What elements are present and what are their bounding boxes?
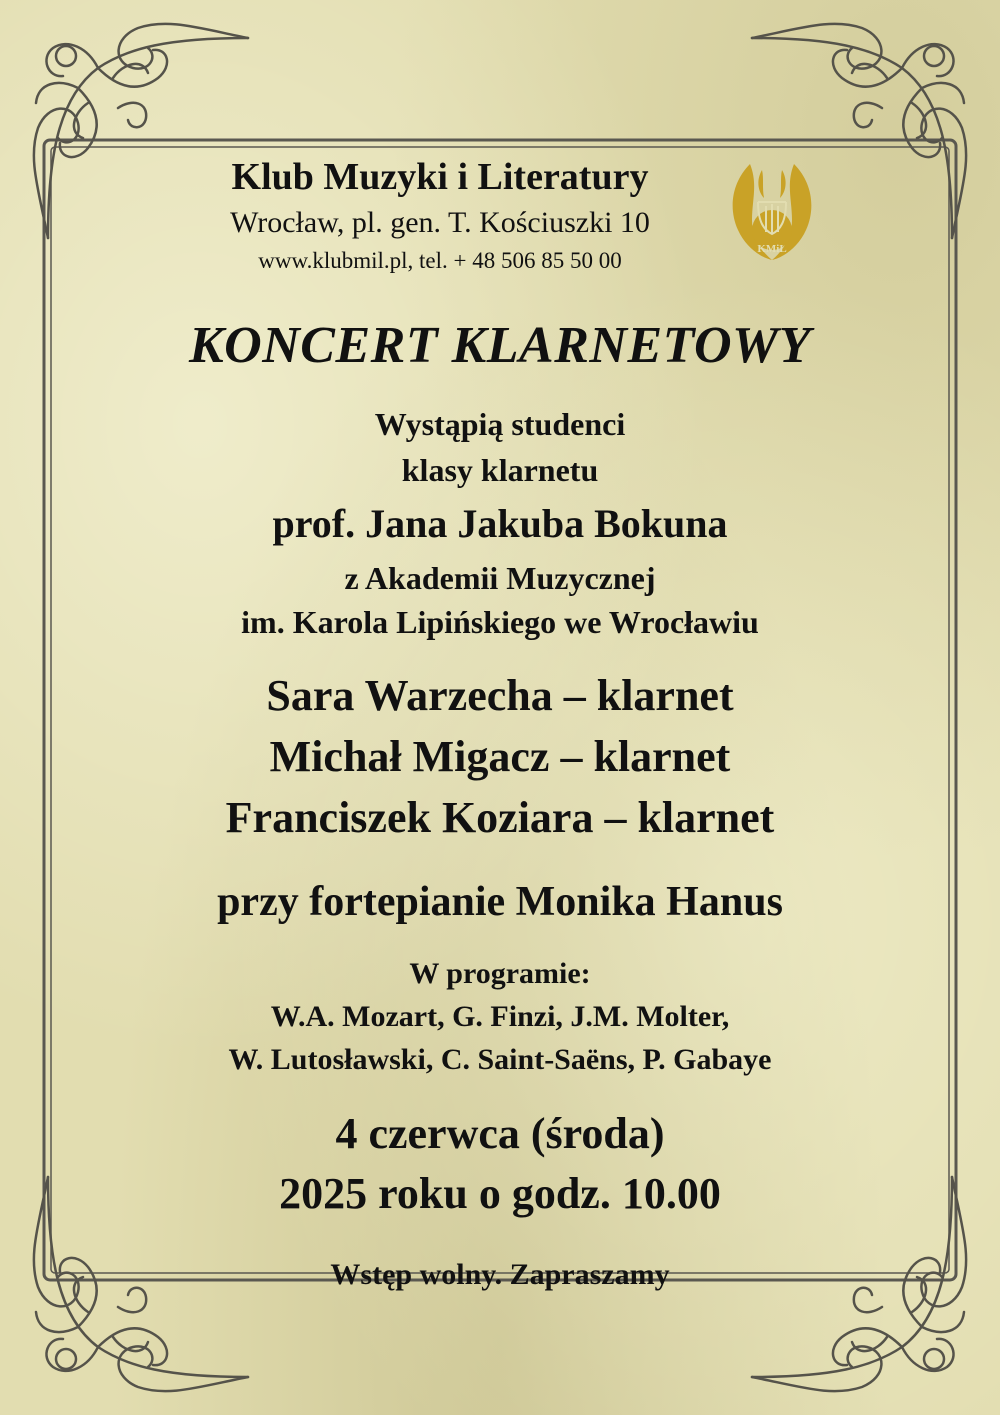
program-heading: W programie: xyxy=(409,957,591,990)
intro-line-1: Wystąpią studenci xyxy=(374,406,626,442)
event-title: KONCERT KLARNETOWY xyxy=(188,317,812,374)
performer-1: Sara Warzecha – klarnet xyxy=(266,671,734,720)
intro-line-2: klasy klarnetu xyxy=(401,452,599,488)
club-address: Wrocław, pl. gen. T. Kościuszki 10 xyxy=(230,206,650,239)
performer-2: Michał Migacz – klarnet xyxy=(269,732,731,781)
program-line-2: W. Lutosławski, C. Saint-Saëns, P. Gabaye xyxy=(228,1043,772,1076)
program-line-1: W.A. Mozart, G. Finzi, J.M. Molter, xyxy=(270,1000,730,1033)
academy-line-1: z Akademii Muzycznej xyxy=(344,560,656,596)
event-date: 4 czerwca (środa) xyxy=(335,1109,665,1158)
performer-3: Franciszek Koziara – klarnet xyxy=(225,793,775,842)
logo-text: KMiL xyxy=(757,243,787,255)
entry-note: Wstęp wolny. Zapraszamy xyxy=(330,1258,670,1291)
academy-line-2: im. Karola Lipińskiego we Wrocławiu xyxy=(241,604,759,640)
piano-accompanist: przy fortepianie Monika Hanus xyxy=(217,879,783,925)
event-time: 2025 roku o godz. 10.00 xyxy=(279,1169,721,1218)
club-contact: www.klubmil.pl, tel. + 48 506 85 50 00 xyxy=(258,248,622,273)
kmil-lyre-logo-icon xyxy=(722,160,822,265)
professor-name: prof. Jana Jakuba Bokuna xyxy=(272,501,728,546)
club-name: Klub Muzyki i Literatury xyxy=(231,156,649,198)
